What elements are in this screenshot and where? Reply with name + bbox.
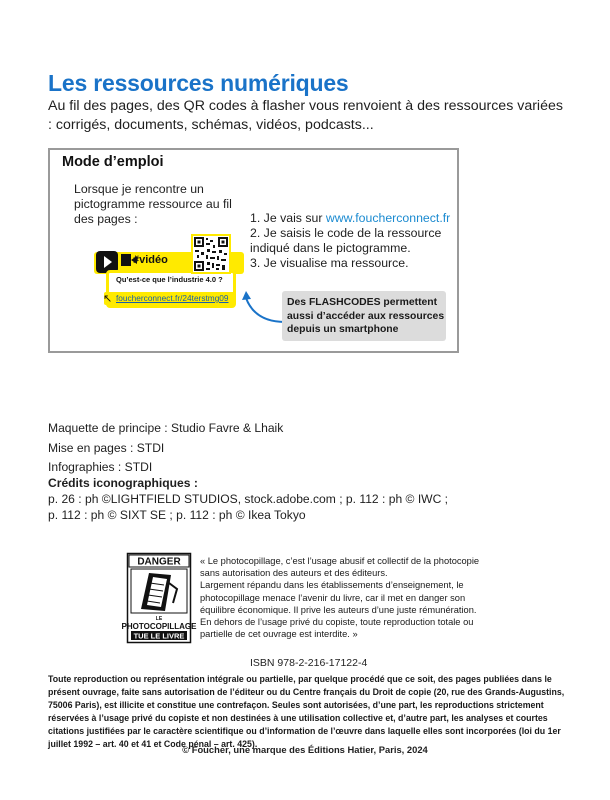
qr-code-graphic [193,236,229,272]
mode-emploi-description: Lorsque je rencontre un pictogramme ressource au fil des pages : [74,182,232,226]
credit-infographies: Infographies : STDI [48,460,153,474]
qr-code-icon[interactable] [191,234,231,274]
intro-paragraph: Au fil des pages, des QR codes à flasher vous renvoient à des ressources variées : corrigés, documents, schémas, vidéos, podcasts... [48,98,563,133]
picto-question: Qu’est-ce que l’industrie 4.0 ? [116,275,223,284]
copyright-line: © Foucher, une marque des Éditions Hatier, Paris, 2024 [182,744,428,755]
step-3: 3. Je visualise ma ressource. [250,256,409,270]
danger-text: DANGER [137,556,181,568]
quote-paragraph-3: En dehors de l’usage privé du copiste, toute reproduction totale ou partielle de cet ouvrage est interdite. » [200,617,474,640]
credit-maquette: Maquette de principe : Studio Favre & Lhaik [48,421,284,435]
page-title: Les ressources numériques [48,70,349,96]
danger-photocopillage-text: PHOTOCOPILLAGE [121,622,197,631]
credit-mise-en-pages: Mise en pages : STDI [48,441,165,455]
danger-tue-le-livre-text: TUE LE LIVRE [133,631,185,641]
isbn: ISBN 978-2-216-17122-4 [250,657,368,669]
step-2: 2. Je saisis le code de la ressource indiqué dans le pictogramme. [250,226,442,255]
quote-paragraph-2: Largement répandu dans les établissements d’enseignement, le photocopillage menace l’avenir du livre, car il met en danger son équilibre économique. Il prive les auteurs d’une juste rémunération. [200,580,477,615]
cursor-icon: ↖ [103,293,113,305]
credits-icono-line-1: p. 26 : ph ©LIGHTFIELD STUDIOS, stock.adobe.com ; p. 112 : ph © IWC ; [48,492,449,506]
photocopillage-quote [200,555,500,640]
danger-photocopillage-logo [121,553,197,643]
picto-url[interactable]: foucherconnect.fr/24terstmg09 [116,293,229,303]
credits-icono-body [48,491,568,523]
video-hashtag: #vidéo [133,254,168,266]
foucherconnect-link[interactable]: www.foucherconnect.fr [325,211,451,225]
camera-icon [121,254,131,266]
danger-le-text: LE [155,616,163,622]
mode-emploi-title: Mode d’emploi [62,154,164,170]
step-1 [250,211,455,226]
quote-paragraph-1: « Le photocopillage, c’est l’usage abusif et collectif de la photocopie sans autorisation des auteurs et des éditeurs. [200,556,480,579]
flashcode-callout-text: Des FLASHCODES permettent aussi d’accéder aux ressources depuis un smartphone [287,297,445,335]
legal-notice: Toute reproduction ou représentation intégrale ou partielle, par quelque procédé que ce soit, des pages publiées dans le présent ouvrage, faite sans autorisation de l’éditeur ou du Centre français du Droit de copie (20, rue des Grands-Augustins, 75006 Paris), est illicite et constitue une contrefaçon. Seules sont autorisées, d’une part, les reproductions strictement réservées à l’usage privé du copiste et non destinées à une utilisation collective et, d’autre part, les analyses et courtes citations justifiées par le caractère scientifique ou d’information de l’œuvre dans laquelle elles sont incorporées (loi du 1er juillet 1992 – art. 40 et 41 et Code pénal – art. 425). [48,674,565,749]
steps-list [250,211,455,271]
credits-icono-title: Crédits iconographiques : [48,476,198,490]
credits-icono-line-2: p. 112 : ph © SIXT SE ; p. 112 : ph © Ikea Tokyo [48,508,306,522]
step-1-text: 1. Je vais sur [250,211,326,225]
